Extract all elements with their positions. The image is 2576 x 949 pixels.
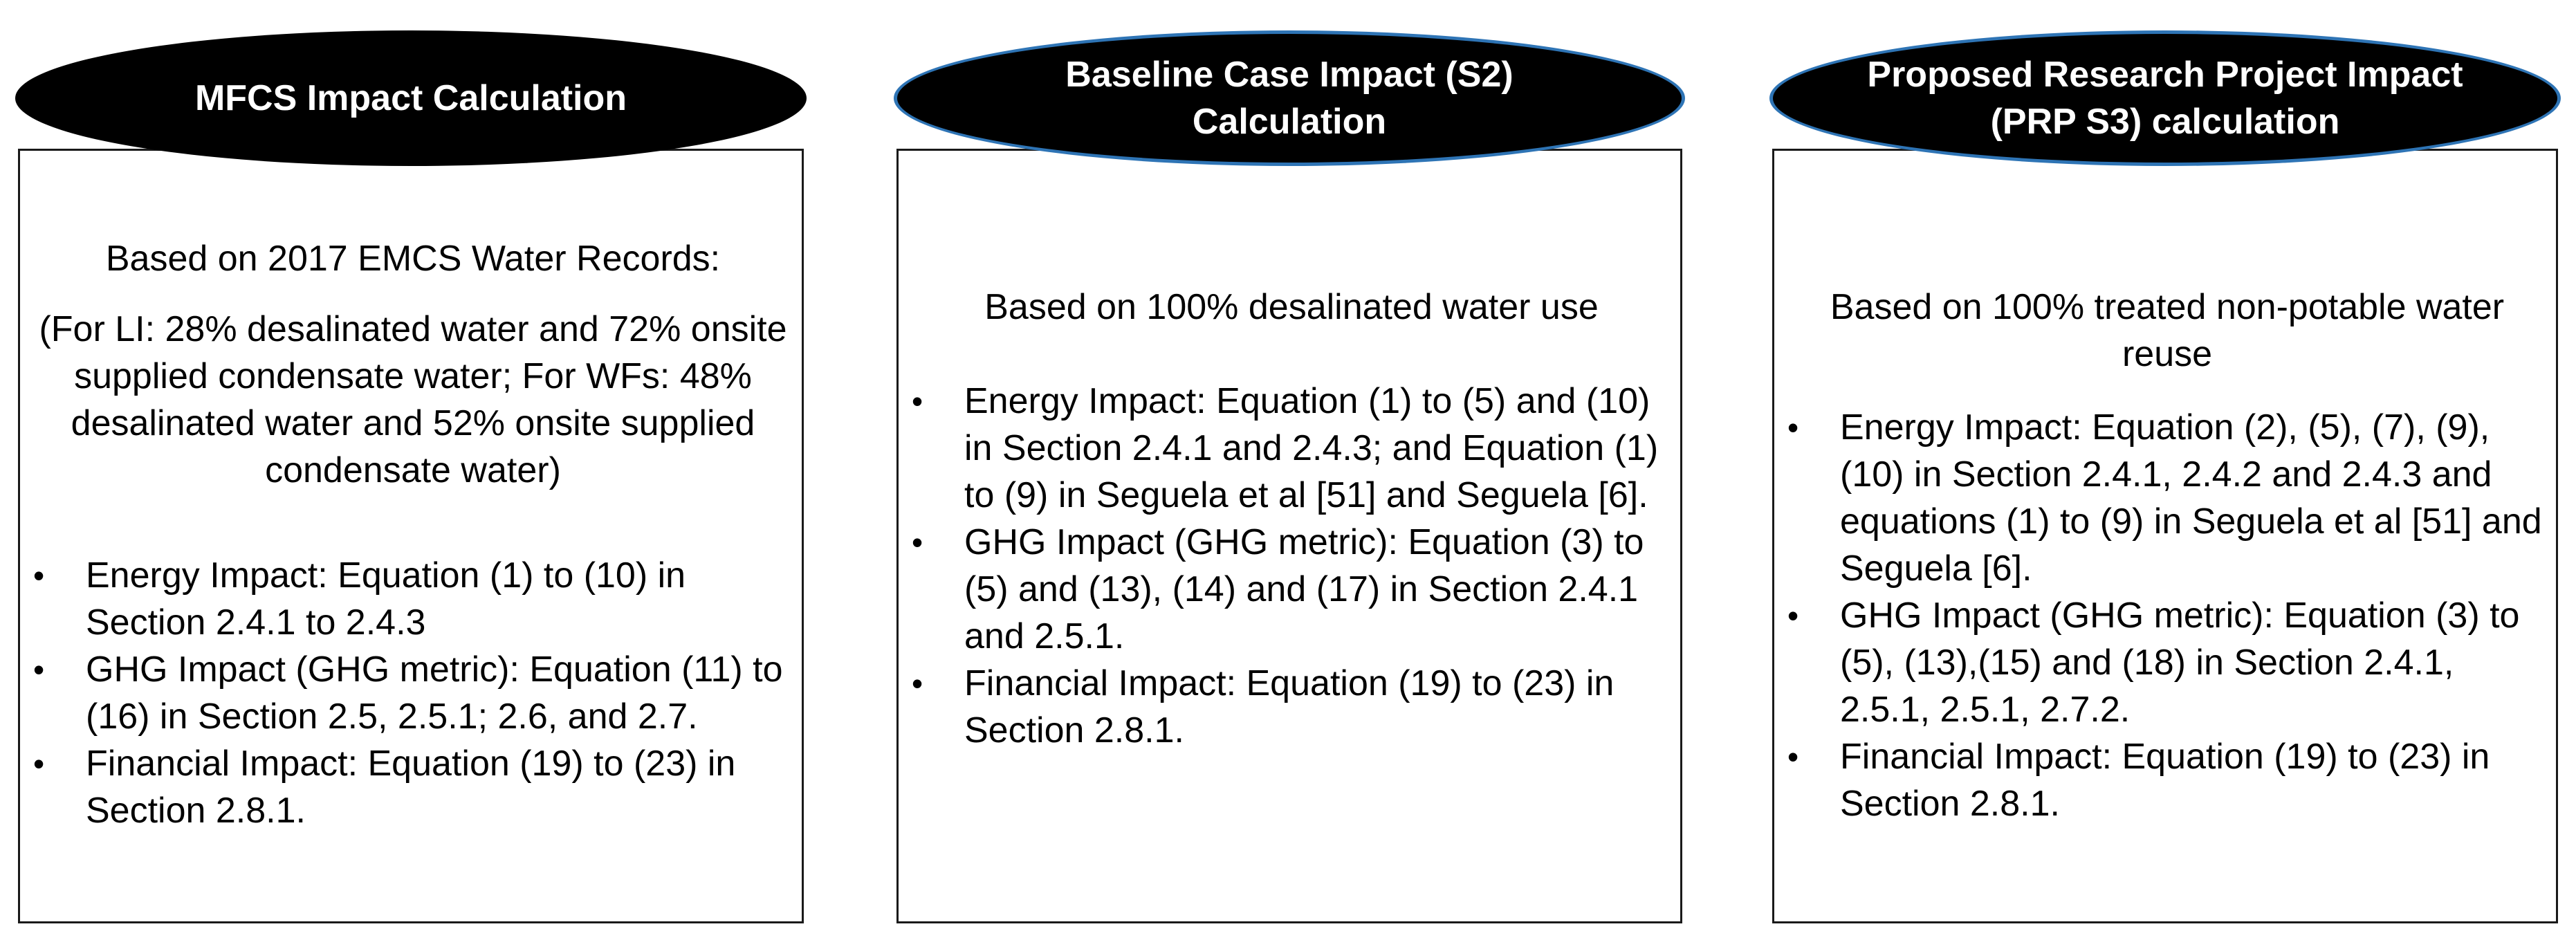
baseline-paragraph: Based on 100% desalinated water use: [984, 287, 1599, 327]
prp-column: [1769, 0, 2565, 949]
mfcs-paragraph: (For LI: 28% desalinated water and 72% onsite supplied condensate water; For WFs: 48% desalinated water and 52% onsite supplied condensate water): [39, 309, 787, 490]
bullet-dot-icon: •: [33, 652, 45, 688]
baseline-content: [894, 284, 1689, 754]
mfcs-column: [15, 0, 811, 949]
mfcs-content: [15, 235, 811, 834]
bullet-text: GHG Impact (GHG metric): Equation (3) to (5), (13),(15) and (18) in Section 2.4.1, 2.5.1, 2.5.1, 2.7.2.: [1840, 596, 2520, 730]
mfcs-title-ellipse: [15, 30, 807, 166]
bullet-dot-icon: •: [33, 558, 45, 593]
bullet-text: GHG Impact (GHG metric): Equation (11) to (16) in Section 2.5, 2.5.1; 2.6, and 2.7.: [86, 649, 783, 737]
bullet-text: Financial Impact: Equation (19) to (23) in Section 2.8.1.: [1840, 737, 2490, 824]
bullet-text: Financial Impact: Equation (19) to (23) in Section 2.8.1.: [86, 744, 736, 831]
bullet-text: Energy Impact: Equation (1) to (5) and (10) in Section 2.4.1 and 2.4.3; and Equation (1) to (9) in Seguela et al [51] and Seguela [6].: [964, 381, 1659, 515]
bullet-dot-icon: •: [33, 746, 45, 782]
mfcs-title: MFCS Impact Calculation: [194, 78, 627, 118]
prp-bullet-ghg: [1769, 592, 2565, 733]
bullet-text: GHG Impact (GHG metric): Equation (3) to (5) and (13), (14) and (17) in Section 2.4.1 and 2.5.1.: [964, 522, 1644, 656]
baseline-title-ellipse: [894, 30, 1685, 166]
bullet-dot-icon: •: [1787, 598, 1799, 634]
bullet-dot-icon: •: [912, 383, 923, 419]
bullet-dot-icon: •: [1787, 409, 1799, 445]
bullet-dot-icon: •: [912, 524, 923, 560]
baseline-bullet-ghg: [894, 519, 1689, 660]
prp-paragraph: Based on 100% treated non-potable water reuse: [1830, 287, 2505, 374]
baseline-bullet-list: [894, 378, 1689, 754]
baseline-bullet-energy: [894, 378, 1689, 519]
prp-title: Proposed Research Project Impact (PRP S3) calculation: [1867, 55, 2463, 142]
mfcs-bullet-energy: [15, 552, 811, 646]
prp-title-ellipse: [1769, 30, 2561, 166]
mfcs-bullet-list: [15, 552, 811, 834]
bullet-dot-icon: •: [1787, 739, 1799, 775]
prp-bullet-energy: [1769, 404, 2565, 592]
baseline-title: Baseline Case Impact (S2) Calculation: [1065, 55, 1514, 142]
prp-bullet-financial: [1769, 733, 2565, 827]
mfcs-paragraph: Based on 2017 EMCS Water Records:: [105, 239, 721, 279]
bullet-text: Energy Impact: Equation (1) to (10) in Section 2.4.1 to 2.4.3: [86, 555, 686, 643]
baseline-column: [894, 0, 1689, 949]
mfcs-bullet-ghg: [15, 646, 811, 740]
mfcs-bullet-financial: [15, 740, 811, 834]
bullet-text: Financial Impact: Equation (19) to (23) in Section 2.8.1.: [964, 663, 1614, 750]
bullet-text: Energy Impact: Equation (2), (5), (7), (9), (10) in Section 2.4.1, 2.4.2 and 2.4.3 and equations (1) to (9) in Seguela et al [51] and Seguela [6].: [1840, 407, 2542, 589]
prp-bullet-list: [1769, 404, 2565, 827]
prp-content: [1769, 284, 2565, 827]
baseline-bullet-financial: [894, 660, 1689, 754]
bullet-dot-icon: •: [912, 665, 923, 701]
